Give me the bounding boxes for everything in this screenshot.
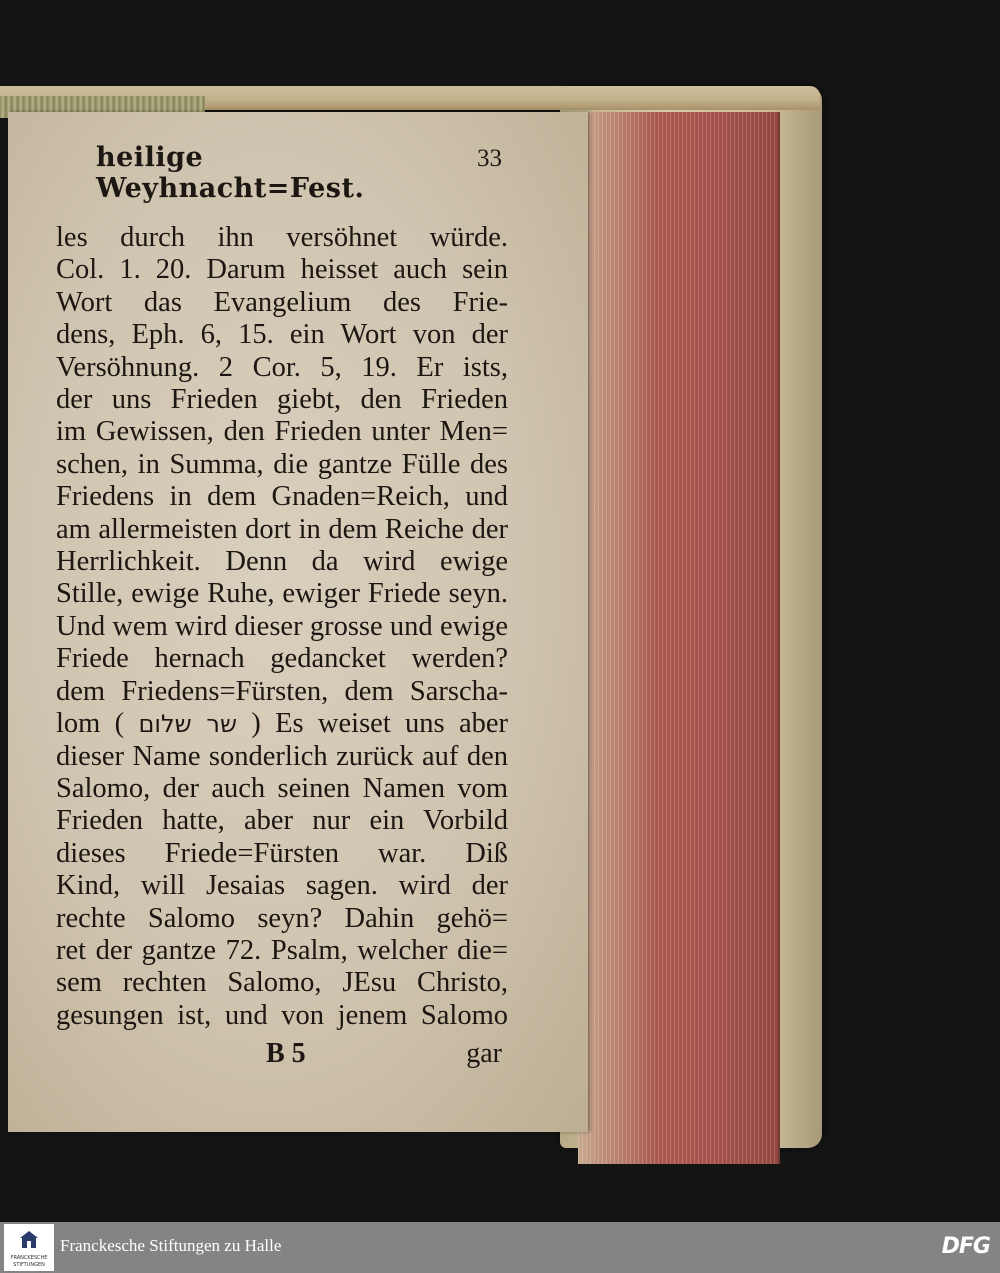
logo-text: FRANCKESCHE	[10, 1255, 48, 1261]
line-segment: lom (	[56, 708, 125, 740]
line-segment: ) Es weiset uns aber	[251, 708, 509, 740]
text-line: Wort das Evangelium des Frie-	[56, 286, 508, 318]
dfg-logo[interactable]: DFG	[941, 1234, 990, 1259]
text-line: dieses Friede=Fürsten war. Diß	[56, 837, 508, 869]
text-body	[56, 222, 508, 1032]
signature-mark: B 5	[266, 1038, 306, 1070]
text-line: im Gewissen, den Frieden unter Men=	[56, 416, 508, 448]
page-number: 33	[477, 145, 502, 172]
institution-logo[interactable]	[4, 1224, 54, 1271]
text-line: dens, Eph. 6, 15. ein Wort von der	[56, 319, 508, 351]
text-line: sem rechten Salomo, JEsu Christo,	[56, 967, 508, 999]
text-line: schen, in Summa, die gantze Fülle des	[56, 448, 508, 480]
text-line: der uns Frieden giebt, den Frieden	[56, 384, 508, 416]
text-line-hebrew	[56, 708, 508, 740]
building-icon	[19, 1230, 39, 1250]
text-line: Friedens in dem Gnaden=Reich, und	[56, 481, 508, 513]
logo-text: STIFTUNGEN	[13, 1262, 45, 1268]
footer-bar	[0, 1222, 1000, 1273]
text-line: les durch ihn versöhnet würde.	[56, 222, 508, 253]
page-footer	[56, 1038, 508, 1070]
catchword: gar	[466, 1038, 502, 1070]
running-title: heilige Weyhnacht=Fest.	[96, 142, 365, 204]
institution-name: Franckesche Stiftungen zu Halle	[60, 1236, 282, 1255]
text-line: rechte Salomo seyn? Dahin gehö=	[56, 902, 508, 934]
text-line: Frieden hatte, aber nur ein Vorbild	[56, 805, 508, 837]
text-line: Herrlichkeit. Denn da wird ewige	[56, 546, 508, 578]
text-line: gesungen ist, und von jenem Salomo	[56, 999, 508, 1031]
printed-page	[8, 112, 588, 1132]
text-line: Stille, ewige Ruhe, ewiger Friede seyn.	[56, 578, 508, 610]
text-line: am allermeisten dort in dem Reiche der	[56, 513, 508, 545]
hebrew-text: שר שלום	[138, 710, 237, 739]
running-head	[56, 142, 508, 204]
text-line: dem Friedens=Fürsten, dem Sarscha-	[56, 675, 508, 707]
page-content	[56, 142, 508, 1070]
page-fore-edge	[578, 112, 780, 1164]
text-line: dieser Name sonderlich zurück auf den	[56, 740, 508, 772]
text-line: ret der gantze 72. Psalm, welcher die=	[56, 934, 508, 966]
text-line: Salomo, der auch seinen Namen vom	[56, 772, 508, 804]
text-line: Friede hernach gedancket werden?	[56, 643, 508, 675]
text-line: Kind, will Jesaias sagen. wird der	[56, 870, 508, 902]
text-line: Und wem wird dieser grosse und ewige	[56, 610, 508, 642]
text-line: Col. 1. 20. Darum heisset auch sein	[56, 254, 508, 286]
text-line: Versöhnung. 2 Cor. 5, 19. Er ists,	[56, 351, 508, 383]
